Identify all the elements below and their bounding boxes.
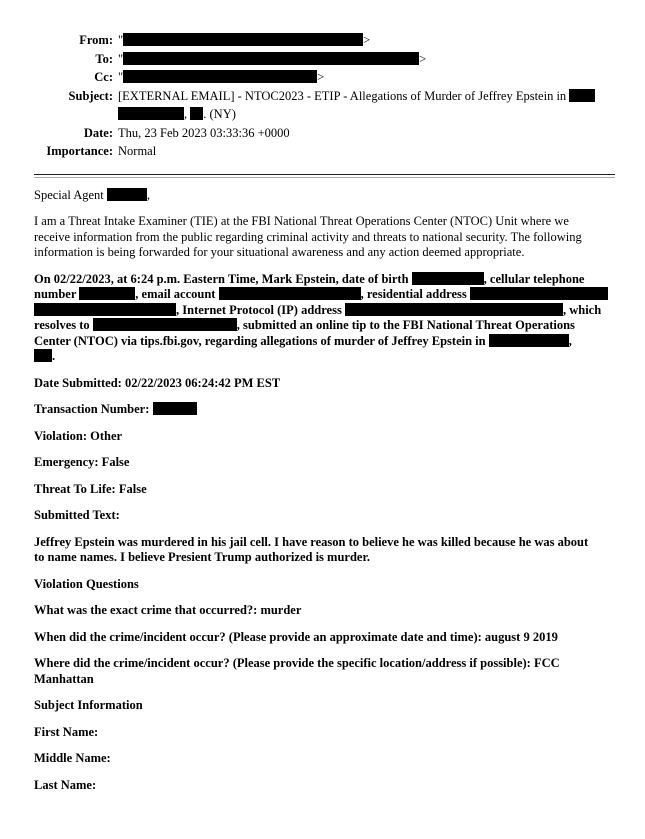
field-last-name (34, 778, 615, 794)
text-line: Thu, 23 Feb 2023 03:33:36 +0000 (118, 125, 290, 140)
header-value-cc (118, 68, 615, 87)
text-line: Last Name: (34, 777, 97, 792)
subject-information-heading (34, 698, 615, 714)
email-header (34, 31, 615, 161)
redaction-bar (153, 402, 197, 415)
header-label-subject: Subject: (68, 88, 113, 103)
question-where (34, 656, 615, 687)
text-line: resolves to , submitted an online tip to the FBI National Threat Operations (34, 318, 575, 332)
text-line: Emergency: False (34, 455, 130, 469)
submitted-text (34, 535, 615, 566)
header-label-cc: Cc: (94, 70, 113, 84)
question-exact-crime (34, 603, 615, 619)
text-line: " > (118, 70, 325, 84)
text-line: information is being forwarded for your situational awareness and any action deemed appropriate. (34, 245, 525, 259)
text-line: Special Agent , (34, 187, 151, 202)
redaction-bar (93, 318, 237, 331)
header-label-to: To: (95, 51, 113, 66)
text-line: [EXTERNAL EMAIL] - NTOC2023 - ETIP - Allegations of Murder of Jeffrey Epstein in (118, 87, 615, 106)
redaction-bar (34, 303, 176, 316)
text-line: First Name: (34, 724, 99, 739)
header-row-importance (34, 142, 615, 161)
text-line: What was the exact crime that occurred?: murder (34, 603, 302, 617)
field-violation (34, 429, 615, 445)
text-line: number , email account , residential address (34, 287, 615, 303)
violation-questions-heading (34, 577, 615, 593)
field-submitted-text-label (34, 508, 615, 524)
redaction-bar (79, 287, 135, 300)
text-line: Subject Information (34, 698, 143, 712)
text-line: Violation: Other (34, 428, 123, 443)
redaction-bar (569, 89, 595, 102)
text-line: When did the crime/incident occur? (Please provide an approximate date and time): august 9 2019 (34, 629, 558, 644)
header-label-from: From: (79, 33, 113, 47)
header-row-date (34, 124, 615, 143)
text-line: Date Submitted: 02/22/2023 06:24:42 PM EST (34, 375, 281, 390)
header-label-importance: Importance: (46, 144, 113, 158)
text-line: Transaction Number: (34, 402, 615, 418)
text-line: " > (118, 33, 371, 47)
redaction-bar (489, 334, 569, 347)
header-value-date (118, 124, 615, 143)
redaction-bar (118, 107, 184, 120)
header-row-to (34, 50, 615, 69)
header-row-from (34, 31, 615, 50)
text-line: Normal (118, 144, 157, 158)
text-line: receive information from the public regarding criminal activity and threats to national security. The following (34, 229, 582, 244)
intro-paragraph (34, 214, 615, 261)
header-value-subject (118, 87, 615, 124)
text-line: Where did the crime/incident occur? (Please provide the specific location/address if possible): FCC (34, 656, 560, 670)
email-body (34, 188, 615, 794)
text-line: Violation Questions (34, 576, 139, 591)
header-row-subject (34, 87, 615, 124)
header-value-to (118, 50, 615, 69)
field-middle-name (34, 751, 615, 767)
redaction-bar (123, 70, 317, 83)
question-when (34, 630, 615, 646)
redaction-bar (219, 287, 361, 300)
header-row-cc (34, 68, 615, 87)
field-threat-to-life (34, 482, 615, 498)
text-line: Center (NTOC) via tips.fbi.gov, regarding allegations of murder of Jeffrey Epstein in , (34, 333, 572, 348)
salutation (34, 188, 615, 204)
text-line: to name names. I believe Presient Trump authorized is murder. (34, 550, 370, 564)
header-separator (34, 174, 615, 178)
text-line: " > (118, 51, 427, 66)
tip-summary (34, 272, 615, 365)
redaction-bar (34, 349, 52, 362)
text-line: , . (NY) (118, 105, 615, 124)
field-first-name (34, 725, 615, 741)
header-value-from (118, 31, 615, 50)
text-line: On 02/22/2023, at 6:24 p.m. Eastern Time, Mark Epstein, date of birth , cellular telephone (34, 271, 585, 286)
text-line: Submitted Text: (34, 508, 120, 522)
redaction-bar (190, 107, 203, 120)
field-emergency (34, 455, 615, 471)
redaction-bar (107, 188, 147, 201)
text-line: Manhattan (34, 671, 94, 686)
text-line: Threat To Life: False (34, 481, 147, 496)
text-line: Middle Name: (34, 751, 111, 765)
redaction-bar (345, 303, 563, 316)
text-line: I am a Threat Intake Examiner (TIE) at the FBI National Threat Operations Center (NTOC) Unit where we (34, 214, 569, 228)
redaction-bar (123, 33, 363, 46)
text-line: . (34, 349, 615, 365)
field-transaction-number (34, 402, 615, 418)
field-date-submitted (34, 376, 615, 392)
header-label-date: Date: (83, 125, 113, 140)
redaction-bar (470, 287, 608, 300)
text-line: , Internet Protocol (IP) address , which (34, 303, 615, 319)
redaction-bar (123, 52, 419, 65)
text-line: Jeffrey Epstein was murdered in his jail cell. I have reason to believe he was killed because he was about (34, 534, 589, 549)
redaction-bar (412, 272, 484, 285)
header-value-importance (118, 142, 615, 161)
